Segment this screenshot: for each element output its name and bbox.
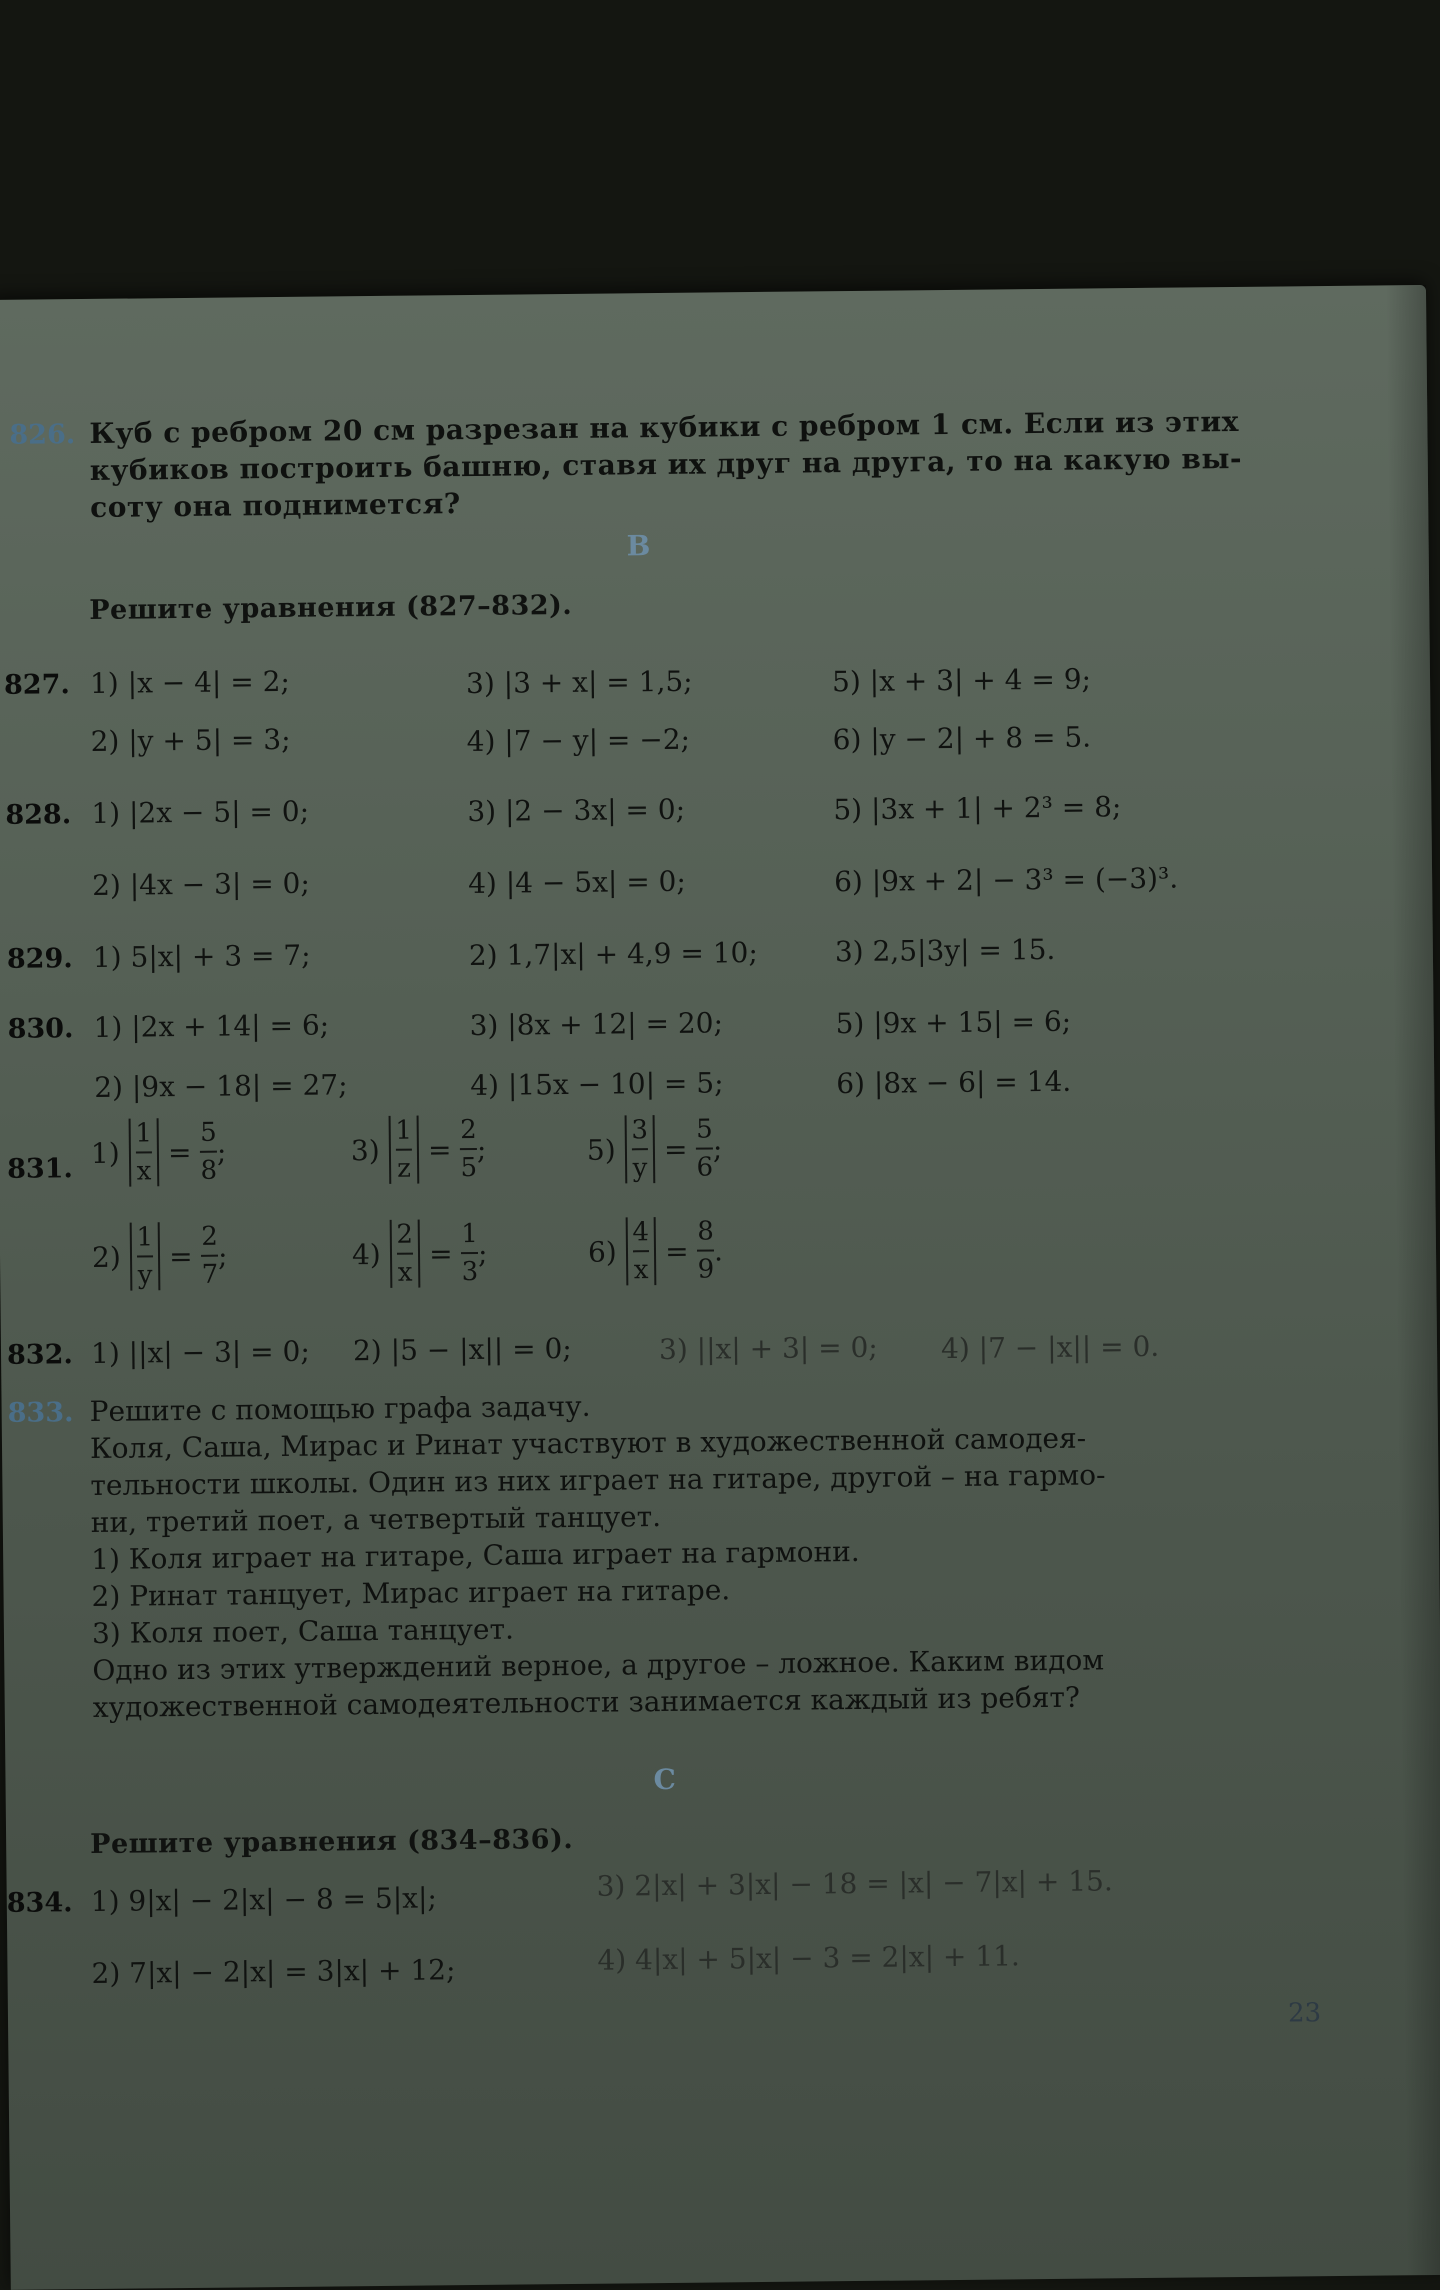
- numerator: 1: [135, 1118, 153, 1149]
- problem-833-line: Одно из этих утверждений верное, а другое – ложное. Каким видом: [92, 1643, 1105, 1688]
- equation-828-4: 4) |4 − 5x| = 0;: [467, 864, 687, 901]
- equation-828-1: 1) |2x − 5| = 0;: [91, 794, 310, 830]
- numerator: 8: [697, 1216, 714, 1247]
- equation-832-3: 3) ||x| + 3| = 0;: [658, 1330, 878, 1367]
- item-number: 2): [91, 1240, 121, 1274]
- section-b-label: B: [626, 529, 651, 563]
- denominator: y: [632, 1153, 648, 1184]
- problem-826-line: соту она поднимется?: [90, 487, 461, 524]
- punctuation: ;: [217, 1239, 228, 1273]
- equation-828-3: 3) |2 − 3x| = 0;: [467, 792, 686, 829]
- punctuation: ;: [712, 1131, 723, 1165]
- equation-830-5: 5) |9x + 15| = 6;: [835, 1004, 1072, 1041]
- problem-833-line: Коля, Саша, Мирас и Ринат участвуют в художественной самодея-: [89, 1421, 1087, 1466]
- fraction: [461, 1219, 478, 1287]
- numerator: 4: [632, 1217, 650, 1248]
- item-number: 4): [351, 1237, 381, 1271]
- equation-828-6: 6) |9x + 2| − 3³ = (−3)³.: [833, 861, 1179, 899]
- item-number: 6): [587, 1234, 617, 1269]
- problem-826-line: Куб с ребром 20 см разрезан на кубики с ребром 1 см. Если из этих: [89, 404, 1239, 450]
- problem-number-826: 826.: [9, 419, 76, 451]
- equation-827-5: 5) |x + 3| + 4 = 9;: [831, 662, 1092, 699]
- equation-829-1: 1) 5|x| + 3 = 7;: [92, 938, 311, 974]
- fraction: [201, 1222, 218, 1290]
- denominator: 3: [461, 1256, 479, 1288]
- problem-833-line: тельности школы. Один из них играет на гитаре, другой – на гармо-: [90, 1458, 1106, 1503]
- problem-number-828: 828.: [5, 799, 72, 831]
- numerator: 2: [396, 1219, 414, 1250]
- equation-831-2: 2) 1 y = 2 7 ;: [91, 1221, 228, 1291]
- exercise-heading-827-832: Решите уравнения (827–832).: [89, 589, 573, 626]
- equation-827-1: 1) |x − 4| = 2;: [89, 664, 291, 700]
- fraction: [697, 1216, 714, 1284]
- equation-832-2: 2) |5 − |x|| = 0;: [352, 1331, 572, 1368]
- denominator: 8: [200, 1155, 218, 1186]
- problem-number-829: 829.: [6, 943, 73, 975]
- problem-number-831: 831.: [6, 1153, 74, 1185]
- problem-833-line: Решите с помощью графа задачу.: [89, 1389, 591, 1429]
- equation-830-6: 6) |8x − 6| = 14.: [836, 1064, 1072, 1101]
- equation-827-3: 3) |3 + x| = 1,5;: [465, 664, 693, 701]
- numerator: 2: [460, 1114, 477, 1146]
- page-number: 23: [1287, 1998, 1322, 2029]
- numerator: 1: [395, 1115, 413, 1146]
- section-c-label: C: [653, 1762, 676, 1797]
- punctuation: ;: [476, 1132, 487, 1166]
- equation-830-2: 2) |9x − 18| = 27;: [94, 1068, 348, 1104]
- problem-833-line: ни, третий поет, а четвертый танцует.: [90, 1500, 662, 1540]
- numerator: 2: [201, 1221, 218, 1252]
- equation-827-2: 2) |y + 5| = 3;: [90, 722, 291, 758]
- denominator: x: [136, 1156, 152, 1187]
- equation-828-2: 2) |4x − 3| = 0;: [91, 866, 311, 902]
- problem-833-line: 1) Коля играет на гитаре, Саша играет на гармони.: [91, 1534, 860, 1577]
- numerator: 1: [461, 1218, 478, 1250]
- abs-fraction: [624, 1115, 655, 1183]
- problem-826-line: кубиков построить башню, ставя их друг на друга, то на какую вы-: [89, 441, 1243, 487]
- denominator: 9: [697, 1254, 715, 1285]
- equation-829-2: 2) 1,7|x| + 4,9 = 10;: [468, 935, 759, 973]
- fraction: [200, 1118, 217, 1186]
- abs-fraction: [389, 1220, 420, 1288]
- abs-fraction: [388, 1116, 419, 1184]
- equation-831-3: 3) 1 z = 2 5 ;: [350, 1114, 487, 1184]
- equation-834-4: 4) 4|x| + 5|x| − 3 = 2|x| + 11.: [597, 1939, 1021, 1977]
- equation-830-3: 3) |8x + 12| = 20;: [469, 1006, 724, 1043]
- problem-number-827: 827.: [3, 669, 70, 701]
- equation-834-3: 3) 2|x| + 3|x| − 18 = |x| − 7|x| + 15.: [596, 1864, 1113, 1903]
- denominator: x: [397, 1257, 413, 1288]
- equation-831-5: 5) 3 y = 5 6 ;: [586, 1114, 723, 1184]
- problem-833-line: 3) Коля поет, Саша танцует.: [91, 1612, 515, 1651]
- problem-833-text: [89, 1382, 1108, 1726]
- equation-827-4: 4) |7 − y| = −2;: [466, 722, 691, 759]
- problem-number-833: 833.: [7, 1397, 74, 1429]
- equation-831-1: 1) 1 x = 5 8 ;: [90, 1117, 227, 1187]
- problem-number-834: 834.: [6, 1887, 73, 1919]
- equation-829-3: 3) 2,5|3y| = 15.: [834, 932, 1056, 969]
- denominator: 5: [460, 1152, 478, 1184]
- numerator: 3: [631, 1115, 649, 1146]
- numerator: 1: [136, 1222, 154, 1253]
- equation-830-4: 4) |15x − 10| = 5;: [470, 1066, 724, 1103]
- equation-834-2: 2) 7|x| − 2|x| = 3|x| + 12;: [91, 1953, 456, 1991]
- punctuation: ;: [216, 1135, 227, 1169]
- numerator: 5: [200, 1117, 217, 1148]
- denominator: y: [137, 1260, 153, 1291]
- punctuation: .: [713, 1233, 724, 1267]
- equation-832-4: 4) |7 − |x|| = 0.: [940, 1329, 1160, 1366]
- denominator: x: [633, 1255, 649, 1286]
- problem-number-830: 830.: [7, 1013, 74, 1045]
- equation-831-4: 4) 2 x = 1 3 ;: [351, 1218, 488, 1288]
- equation-834-1: 1) 9|x| − 2|x| − 8 = 5|x|;: [90, 1881, 438, 1919]
- equation-830-1: 1) |2x + 14| = 6;: [93, 1008, 330, 1044]
- denominator: 7: [201, 1259, 219, 1290]
- problem-number-832: 832.: [6, 1339, 73, 1371]
- textbook-page: [0, 285, 1440, 2290]
- denominator: z: [397, 1153, 412, 1184]
- exercise-heading-834-836: Решите уравнения (834–836).: [90, 1823, 574, 1861]
- problem-833-line: 2) Ринат танцует, Мирас играет на гитаре.: [91, 1573, 731, 1614]
- equation-828-5: 5) |3x + 1| + 2³ = 8;: [833, 790, 1122, 827]
- abs-fraction: [128, 1118, 159, 1186]
- item-number: 1): [90, 1136, 120, 1170]
- equation-827-6: 6) |y − 2| + 8 = 5.: [832, 720, 1092, 757]
- problem-826-text: [89, 403, 1242, 526]
- abs-fraction: [625, 1217, 656, 1285]
- abs-fraction: [129, 1222, 160, 1290]
- problem-833-line: художественной самодеятельности занимается каждый из ребят?: [92, 1680, 1081, 1725]
- item-number: 3): [350, 1133, 380, 1167]
- item-number: 5): [586, 1132, 616, 1167]
- equation-832-1: 1) ||x| − 3| = 0;: [90, 1334, 310, 1370]
- equation-831-6: 6) 4 x = 8 9 .: [587, 1216, 724, 1286]
- fraction: [696, 1114, 713, 1182]
- numerator: 5: [696, 1114, 713, 1145]
- denominator: 6: [696, 1152, 714, 1183]
- punctuation: ;: [477, 1236, 488, 1270]
- fraction: [460, 1115, 477, 1183]
